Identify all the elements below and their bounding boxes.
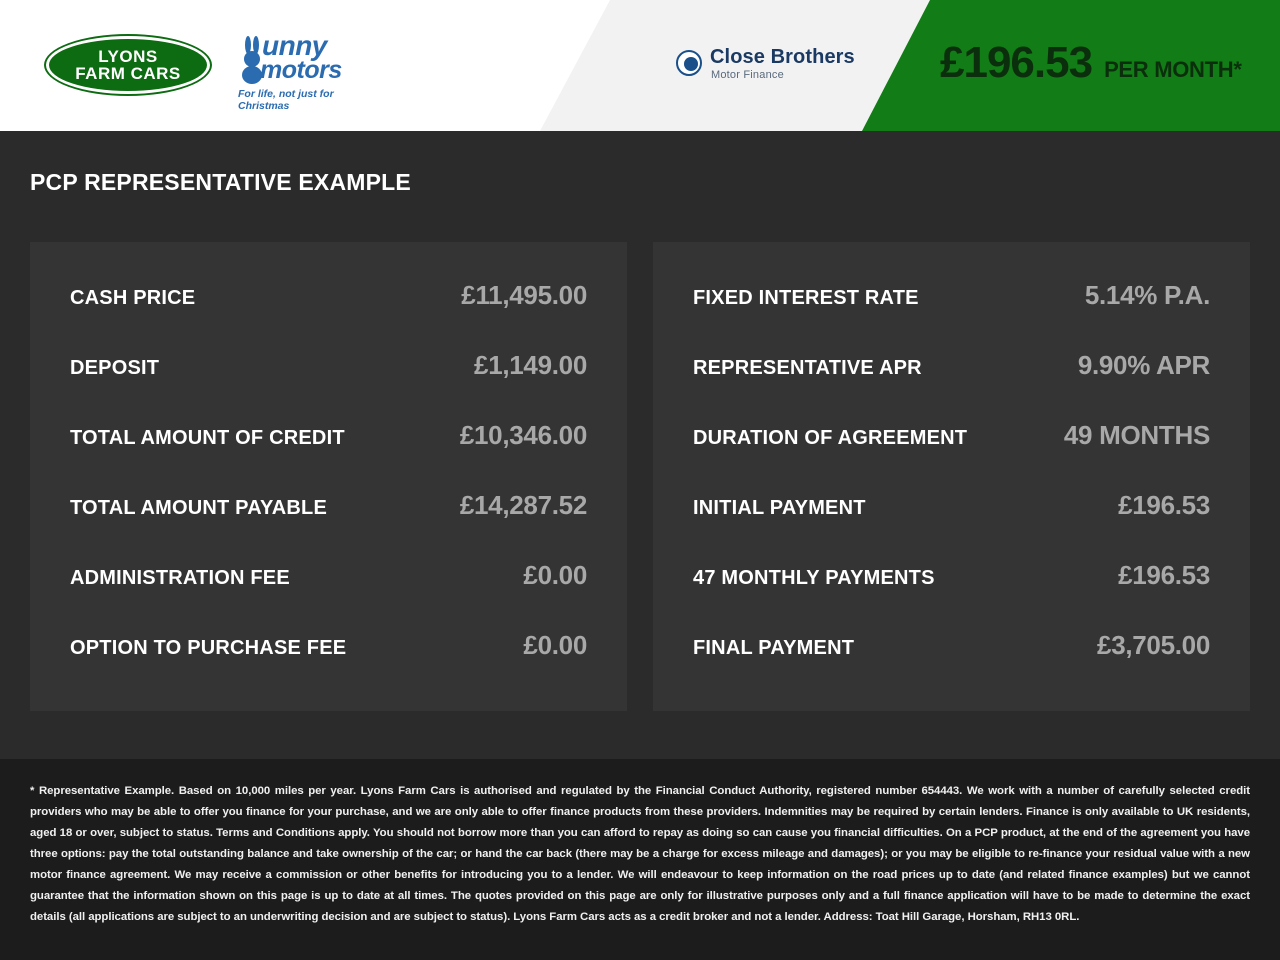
table-row — [70, 420, 587, 490]
table-row — [70, 630, 587, 700]
table-row — [70, 560, 587, 630]
lyons-logo-line1: LYONS — [98, 47, 158, 66]
finance-panel-left — [30, 242, 627, 711]
row-value: 49 MONTHS — [1063, 420, 1210, 450]
row-value: £1,149.00 — [474, 350, 587, 380]
row-label: ADMINISTRATION FEE — [70, 567, 290, 589]
table-row — [693, 490, 1210, 560]
row-label: TOTAL AMOUNT PAYABLE — [70, 497, 327, 519]
row-value: £10,346.00 — [459, 420, 587, 450]
finance-panel-right — [653, 242, 1250, 711]
finance-details-panels — [30, 242, 1250, 711]
page-title: PCP REPRESENTATIVE EXAMPLE — [30, 169, 411, 195]
lyons-farm-cars-logo[interactable] — [46, 36, 210, 94]
row-value: £14,287.52 — [459, 490, 587, 520]
table-row — [693, 280, 1210, 350]
row-value: 9.90% APR — [1077, 350, 1210, 380]
row-value: £196.53 — [1118, 490, 1210, 520]
table-row — [693, 630, 1210, 700]
row-value: £0.00 — [523, 560, 587, 590]
row-label: DEPOSIT — [70, 357, 160, 379]
sunny-logo-tagline: For life, not just for Christmas — [238, 88, 334, 112]
row-label: FINAL PAYMENT — [693, 637, 855, 659]
row-label: OPTION TO PURCHASE FEE — [70, 637, 347, 659]
row-value: £11,495.00 — [461, 280, 587, 310]
row-value: £3,705.00 — [1097, 630, 1210, 660]
row-value: 5.14% P.A. — [1084, 280, 1210, 310]
close-brothers-mark-icon — [676, 50, 702, 76]
table-row — [693, 560, 1210, 630]
sunny-logo-line1: unny — [262, 30, 327, 61]
main-content — [0, 131, 1280, 759]
close-brothers-logo[interactable] — [676, 46, 906, 86]
table-row — [70, 350, 587, 420]
table-row — [693, 420, 1210, 490]
row-value: £196.53 — [1118, 560, 1210, 590]
sunny-logo-line2: motors — [260, 56, 342, 84]
page-footer — [0, 759, 1280, 960]
table-row — [70, 280, 587, 350]
price-period-label: PER MONTH* — [1104, 57, 1242, 82]
sunny-motors-logo[interactable] — [238, 30, 386, 112]
lyons-logo-line2: FARM CARS — [75, 64, 181, 83]
table-row — [70, 490, 587, 560]
price-amount: £196.53 — [940, 38, 1093, 87]
close-brothers-subtitle: Motor Finance — [711, 69, 784, 81]
monthly-price-block — [940, 38, 1242, 88]
row-label: DURATION OF AGREEMENT — [693, 427, 968, 449]
close-brothers-name: Close Brothers — [710, 46, 855, 68]
table-row — [693, 350, 1210, 420]
row-label: INITIAL PAYMENT — [693, 497, 866, 519]
row-label: REPRESENTATIVE APR — [693, 357, 922, 379]
row-label: TOTAL AMOUNT OF CREDIT — [70, 427, 345, 449]
row-value: £0.00 — [523, 630, 587, 660]
row-label: CASH PRICE — [70, 287, 196, 309]
row-label: FIXED INTEREST RATE — [693, 287, 919, 309]
disclaimer-text: * Representative Example. Based on 10,000 miles per year. Lyons Farm Cars is authorised and regulated by the Financial Conduct Authority, registered number 654443. We work with a number of carefully selected credit providers who may be able to offer you finance for your purchase, and we are only able to offer finance products from these providers. Indemnities may be required by certain lenders. Finance is only available to UK residents, aged 18 or over, subject to status. Terms and Conditions apply. You should not borrow more than you can afford to repay as doing so can cause you financial difficulties. On a PCP product, at the end of the agreement you have three options: pay the total outstanding balance and take ownership of the car; or hand the car back (there may be a charge for excess mileage and damages); or you may be eligible to re-finance your residual value with a new motor finance agreement. We may receive a commission or other benefits for introducing you to a lender. We will endeavour to keep information on the road prices up to date (and related finance examples) but we cannot guarantee that the information shown on this page is up to date at all times. The quotes provided on this page are only for illustrative purposes only and a full finance application will have to be made to determine the exact details (all applications are subject to an underwriting decision and are subject to status). Lyons Farm Cars acts as a credit broker and not a lender. Address: Toat Hill Garage, Horsham, RH13 0RL. — [30, 785, 1250, 923]
page-header — [0, 0, 1280, 131]
row-label: 47 MONTHLY PAYMENTS — [693, 567, 935, 589]
